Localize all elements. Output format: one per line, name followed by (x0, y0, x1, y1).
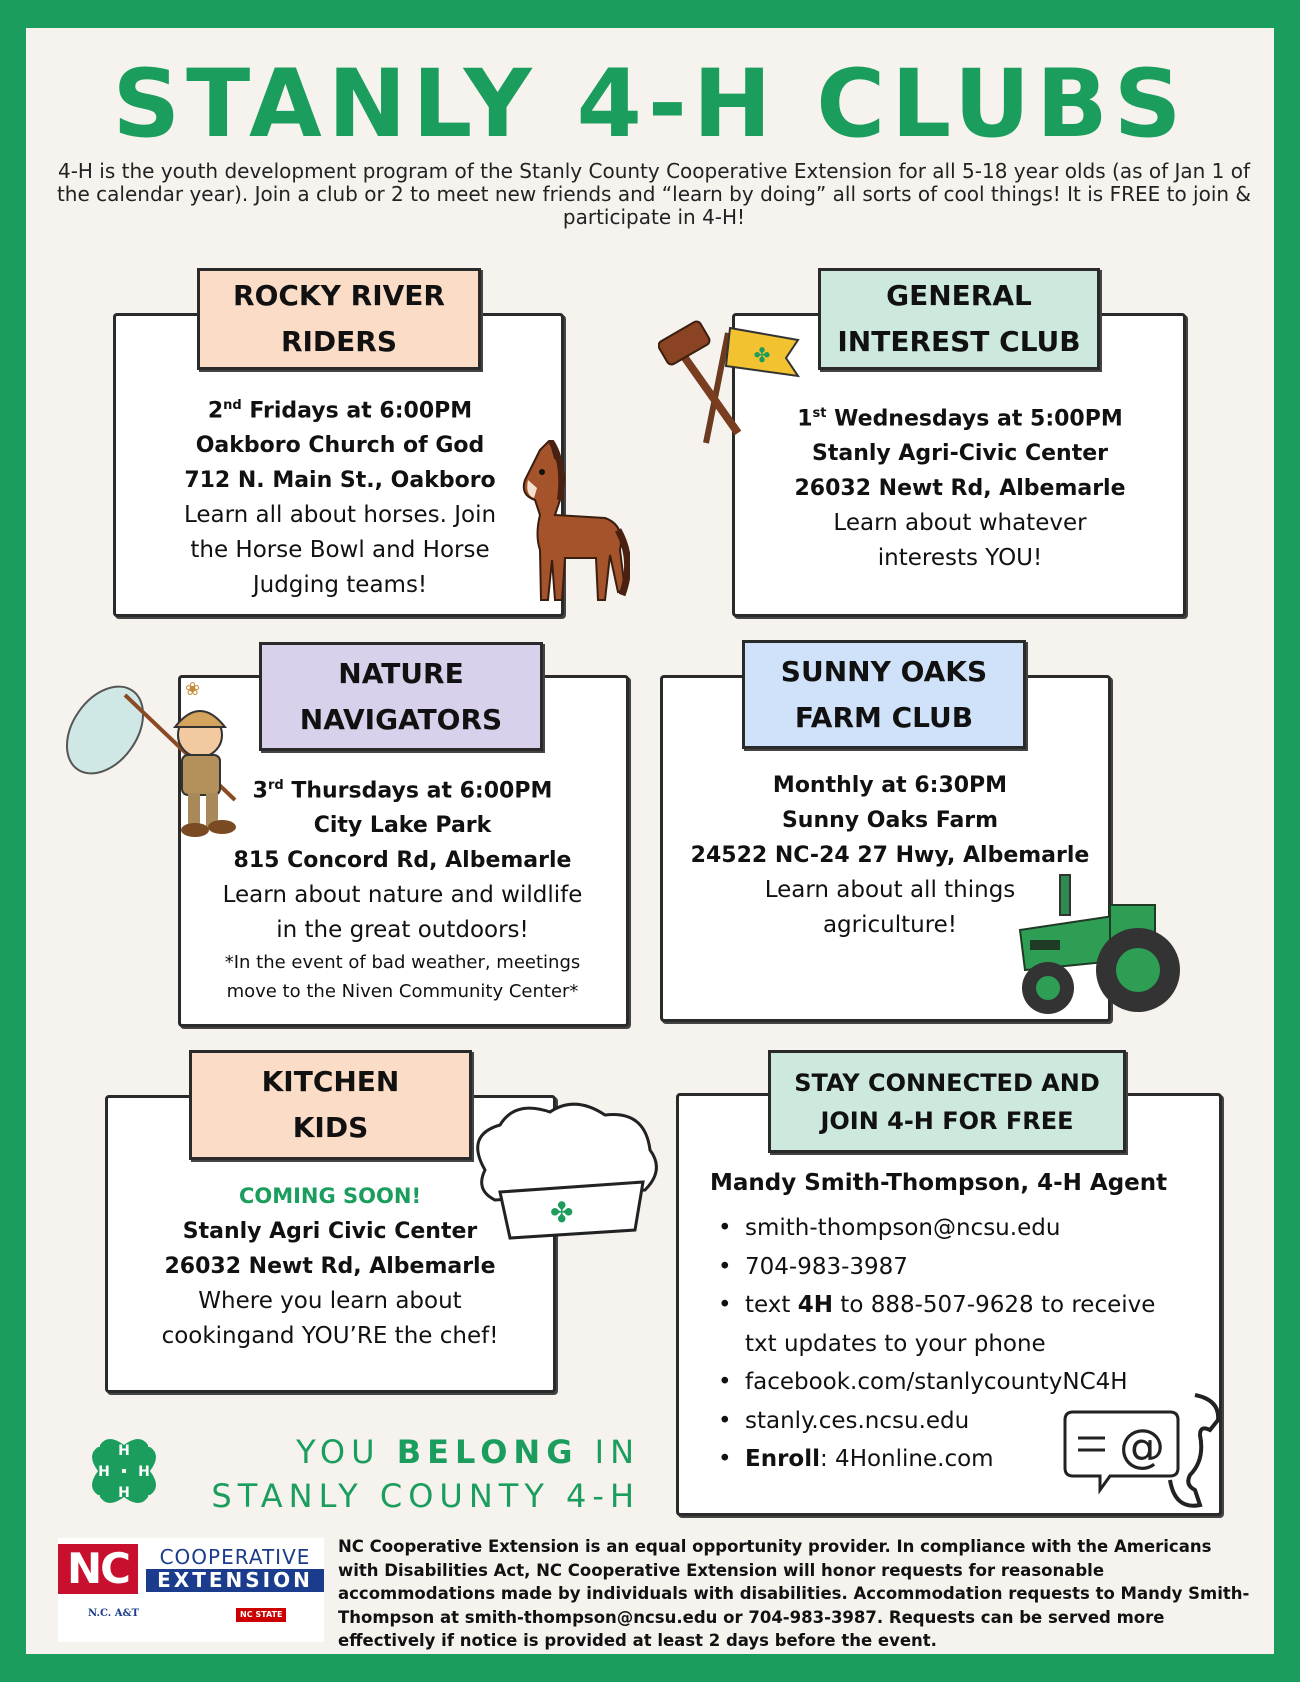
club-description: interests YOU! (877, 545, 1043, 572)
contact-text-updates-cont: txt updates to your phone (745, 1330, 1046, 1357)
svg-text:H: H (118, 1485, 130, 1501)
club-description: Judging teams! (252, 572, 428, 599)
svg-text:H: H (98, 1464, 110, 1480)
club-name-line: ROCKY RIVER (233, 279, 445, 312)
meeting-time: 3rd Thursdays at 6:00PM (252, 778, 553, 804)
meeting-place: City Lake Park (313, 813, 492, 839)
status-badge: COMING SOON! (238, 1184, 422, 1208)
club-name-line: GENERAL (886, 279, 1032, 312)
club-name-line: SUNNY OAKS (780, 654, 988, 688)
club-description: in the great outdoors! (276, 917, 529, 944)
weather-note: *In the event of bad weather, meetings (224, 952, 581, 974)
gavel-flag-icon (658, 318, 803, 448)
club-name-line: KITCHEN (261, 1065, 400, 1098)
club-description: agriculture! (822, 912, 958, 938)
svg-text:H: H (118, 1443, 130, 1459)
contact-enroll[interactable]: • Enroll: 4Honline.com (718, 1440, 1155, 1479)
extension-wordmark: COOPERATIVE EXTENSION (146, 1546, 324, 1592)
club-title-sunny-oaks (742, 640, 1026, 749)
club-name-line: NAVIGATORS (299, 702, 503, 736)
ncat-logo: N.C. A&T (88, 1608, 139, 1619)
club-title-general-interest (818, 268, 1100, 370)
club-description: Learn all about horses. Join (183, 502, 497, 529)
club-details-nature-navigators (190, 768, 615, 1006)
nc-cooperative-extension-logo (58, 1538, 324, 1642)
svg-text:@: @ (1119, 1419, 1165, 1473)
club-details-rocky-river-riders (140, 388, 540, 603)
contact-facebook[interactable]: • facebook.com/stanlycountyNC4H (718, 1363, 1155, 1402)
meeting-address: 26032 Newt Rd, Albemarle (164, 1254, 496, 1279)
contact-header (768, 1050, 1126, 1153)
club-description: the Horse Bowl and Horse (190, 537, 490, 564)
svg-text:❀: ❀ (185, 679, 201, 700)
email-phone-icon (1060, 1390, 1225, 1510)
chef-hat-icon (465, 1100, 665, 1240)
contact-phone[interactable]: • 704-983-3987 (718, 1248, 1155, 1287)
contact-email[interactable]: • smith-thompson@ncsu.edu (718, 1209, 1155, 1248)
meeting-address: 815 Concord Rd, Albemarle (233, 848, 572, 874)
club-name-line: RIDERS (280, 325, 398, 358)
contact-text-updates: • text 4H to 888-507-9628 to receive (718, 1286, 1155, 1325)
meeting-place: Stanly Agri-Civic Center (812, 441, 1108, 467)
belong-tagline (180, 1430, 640, 1518)
horse-icon (510, 440, 630, 610)
meeting-time: 1st Wednesdays at 5:00PM (797, 406, 1123, 432)
club-description: Learn about all things (764, 877, 1016, 903)
club-title-rocky-river-riders (197, 268, 481, 370)
svg-text:✤: ✤ (550, 1196, 574, 1229)
belong-line-1: YOU BELONG IN (296, 1433, 640, 1471)
svg-text:✤: ✤ (753, 343, 771, 367)
club-title-kitchen-kids (189, 1050, 472, 1160)
contact-header-line: STAY CONNECTED AND (794, 1068, 1100, 1097)
club-description: cookingand YOU’RE the chef! (161, 1323, 499, 1349)
equal-opportunity-disclaimer: NC Cooperative Extension is an equal opportunity provider. In compliance with the Americans with Disabilities Act, NC Cooperative Extension will honor requests for reasonable accommodations made by individuals with disabilities. Accommodation requests to Mandy Smith-Thompson at smith-thompson@ncsu.edu or 704-983-3987. Requests can be served more effectively if notice is provided at least 2 days before the event. (338, 1537, 1250, 1650)
svg-text:H: H (138, 1464, 150, 1480)
ncstate-logo: NC STATE (236, 1608, 286, 1622)
page-title: STANLY 4-H CLUBS (112, 50, 1188, 159)
club-name-line: FARM CLUB (794, 700, 974, 734)
club-name-line: KIDS (292, 1111, 369, 1144)
meeting-address: 712 N. Main St., Oakboro (184, 468, 496, 494)
club-description: Learn about whatever (833, 510, 1087, 537)
meeting-place: Sunny Oaks Farm (781, 808, 999, 833)
nc-logo-mark: NC (58, 1544, 138, 1594)
weather-note: move to the Niven Community Center* (226, 981, 579, 1003)
four-h-clover-logo (78, 1425, 170, 1517)
meeting-time: Monthly at 6:30PM (772, 773, 1008, 798)
meeting-place: Stanly Agri Civic Center (182, 1219, 478, 1244)
club-title-nature-navigators (259, 642, 543, 751)
meeting-address: 24522 NC-24 27 Hwy, Albemarle (690, 843, 1090, 868)
contact-header-line: JOIN 4-H FOR FREE (820, 1106, 1074, 1135)
belong-line-2: STANLY COUNTY 4-H (211, 1477, 640, 1515)
club-details-general-interest (760, 396, 1160, 576)
agent-name: Mandy Smith-Thompson, 4-H Agent (710, 1170, 1168, 1196)
club-description: Learn about nature and wildlife (222, 882, 583, 909)
meeting-place: Oakboro Church of God (195, 433, 485, 459)
club-description: Where you learn about (198, 1288, 462, 1314)
contact-website[interactable]: • stanly.ces.ncsu.edu (718, 1402, 1155, 1441)
meeting-time: 2nd Fridays at 6:00PM (207, 398, 473, 424)
intro-paragraph: 4-H is the youth development program of the Stanly County Cooperative Extension for all 5-18 year olds (as of Jan 1 of the calendar year). Join a club or 2 to meet new friends and “learn by doing” all sorts of cool things! It is FREE to join & participate in 4-H! (56, 159, 1252, 229)
meeting-address: 26032 Newt Rd, Albemarle (794, 476, 1126, 502)
club-name-line: NATURE (338, 656, 464, 690)
club-name-line: INTEREST CLUB (837, 325, 1081, 358)
explorer-net-icon (60, 675, 250, 845)
tractor-icon (1010, 870, 1185, 1020)
